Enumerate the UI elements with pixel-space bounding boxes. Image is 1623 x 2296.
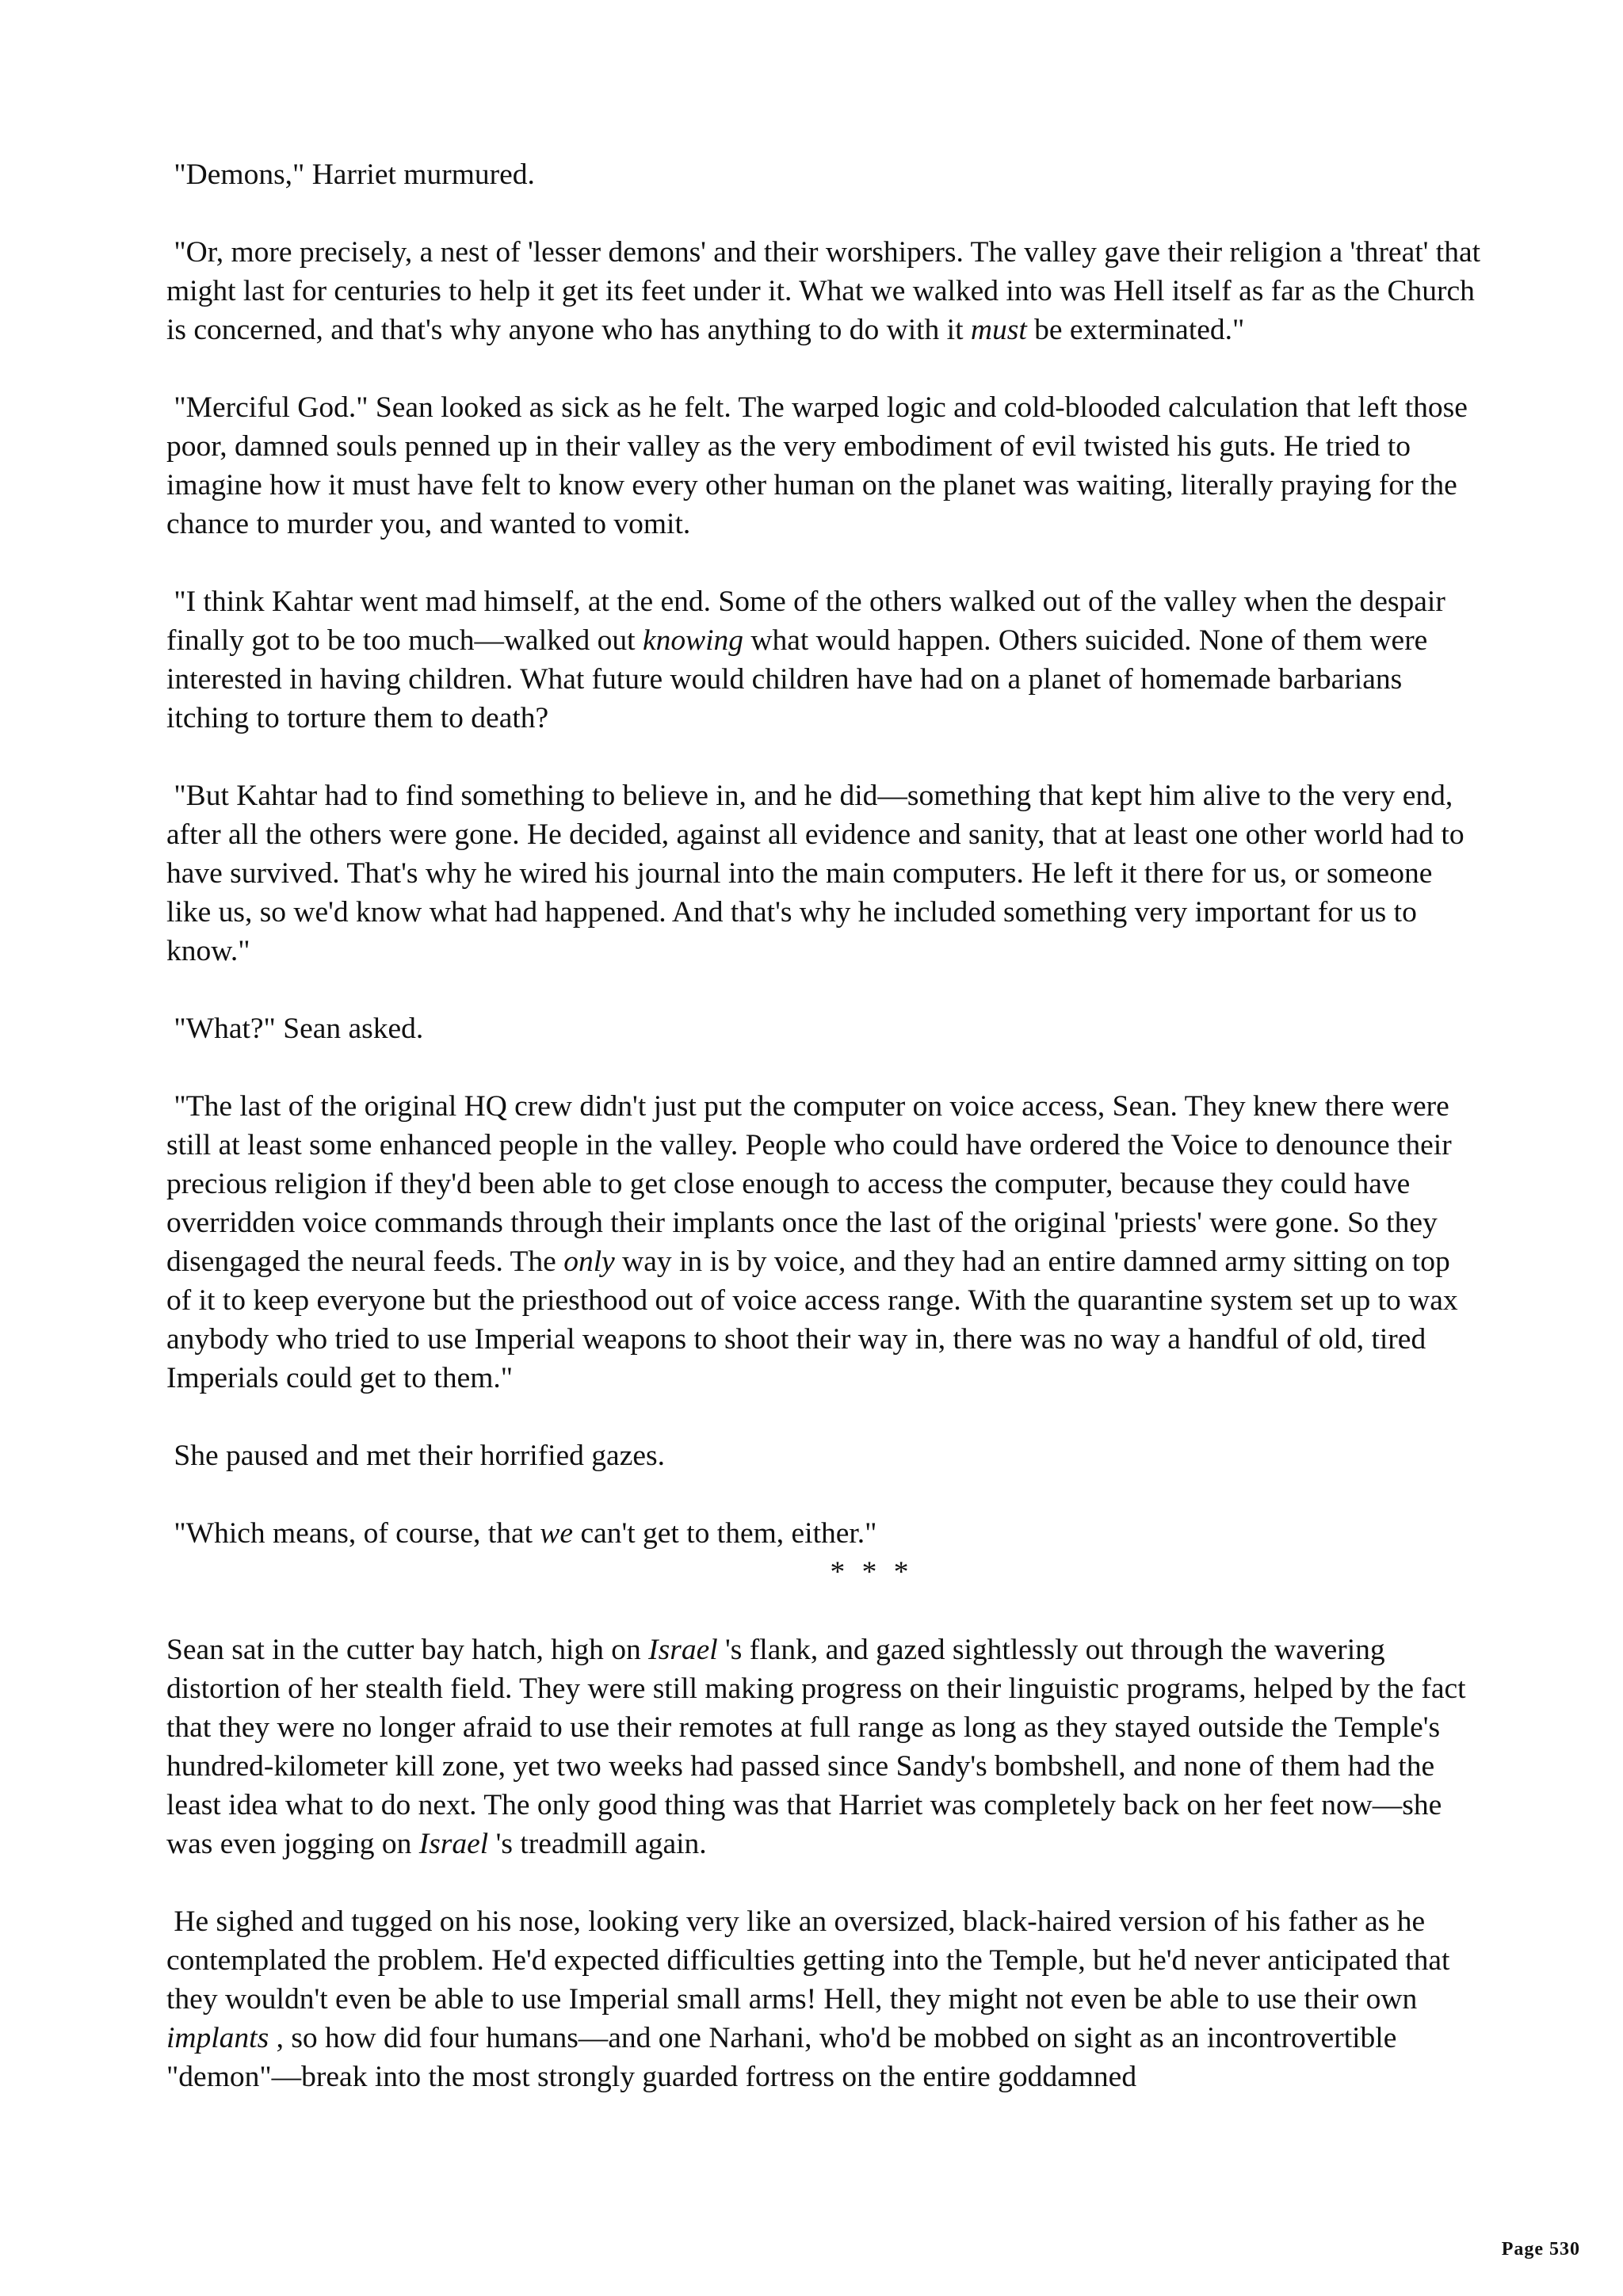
text-run: be exterminated." [1026, 314, 1245, 346]
italic-text: we [540, 1517, 574, 1550]
text-run: "Which means, of course, that [174, 1517, 540, 1550]
text-run: can't get to them, either." [573, 1517, 877, 1550]
text-run: , so how did four humans—and one Narhani, who'd be mobbed on sight as an incontrovertible "demon"—break into the most strongly guarded fortress on the entire goddamned [166, 2022, 1397, 2093]
paragraph [166, 776, 1482, 971]
text-run: "Demons," Harriet murmured. [174, 158, 535, 191]
paragraph [166, 388, 1482, 543]
text-run: "But Kahtar had to find something to believe in, and he did—something that kept him alive to the very end, after all the others were gone. He decided, against all evidence and sanity, that at least one other world had to have survived. That's why he wired his journal into the main computers. He left it there for us, or someone like us, so we'd know what had happened. And that's why he included something very important for us to know." [166, 780, 1465, 967]
text-run: way in is by voice, and they had an entire damned army sitting on top of it to keep everyone but the priesthood out of voice access range. With the quarantine system set up to wax anybody who tried to use Imperial weapons to shoot their way in, there was no way a handful of old, tired Imperials could get to them." [166, 1245, 1458, 1394]
paragraph [166, 582, 1482, 738]
paragraph [166, 155, 1482, 194]
paragraph [166, 1902, 1482, 2096]
text-run: 's treadmill again. [488, 1828, 707, 1860]
text-run: He sighed and tugged on his nose, looking very like an oversized, black-haired version of his father as he contemplated the problem. He'd expected difficulties getting into the Temple, but he'd never anticipated that they wouldn't even be able to use Imperial small arms! Hell, they might not even be able to use their own [166, 1905, 1450, 2016]
book-page-text [166, 155, 1482, 2135]
text-run: what would happen. Others suicided. None of them were interested in having children. What future would children have had on a planet of homemade barbarians itching to torture them to death? [166, 624, 1428, 734]
italic-text: Israel [648, 1634, 718, 1666]
paragraph [166, 1436, 1482, 1475]
text-run: 's flank, and gazed sightlessly out through the wavering distortion of her stealth field. They were still making progress on their linguistic programs, helped by the fact that they were no longer afraid to use their remotes at full range as long as they stayed outside the Temple's hundred-kilometer kill zone, yet two weeks had passed since Sandy's bombshell, and none of them had the least idea what to do next. The only good thing was that Harriet was completely back on her feet now—she was even jogging on [166, 1634, 1466, 1860]
italic-text: must [970, 314, 1027, 346]
text-run: "The last of the original HQ crew didn't just put the computer on voice access, Sean. They knew there were still at least some enhanced people in the valley. People who could have ordered the Voice to denounce their precious religion if they'd been able to get close enough to access the computer, because they could have overridden voice commands through their implants once the last of the original 'priests' were gone. So they disengaged the neural feeds. The [166, 1090, 1452, 1278]
scene-break: * * * [830, 1556, 914, 1589]
italic-text: only [563, 1245, 615, 1278]
text-run: "Or, more precisely, a nest of 'lesser demons' and their worshipers. The valley gave their religion a 'threat' that might last for centuries to help it get its feet under it. What we walked into was Hell itself as far as the Church is concerned, and that's why anyone who has anything to do with it [166, 236, 1481, 346]
italic-text: knowing [642, 624, 744, 657]
text-run: "I think Kahtar went mad himself, at the end. Some of the others walked out of the valley when the despair finally got to be too much—walked out [166, 585, 1445, 657]
paragraph [166, 1630, 1482, 1863]
text-run: "Merciful God." Sean looked as sick as he felt. The warped logic and cold-blooded calculation that left those poor, damned souls penned up in their valley as the very embodiment of evil twisted his guts. He tried to imagine how it must have felt to know every other human on the planet was waiting, literally praying for the chance to murder you, and wanted to vomit. [166, 391, 1468, 540]
paragraph [166, 233, 1482, 349]
text-block-after-break [166, 1630, 1482, 2096]
page-number: Page 530 [1501, 2239, 1580, 2260]
text-run: Sean sat in the cutter bay hatch, high on [166, 1634, 649, 1666]
paragraph [166, 1087, 1482, 1398]
paragraph [166, 1514, 1482, 1553]
text-block-before-break [166, 155, 1482, 1553]
text-run: She paused and met their horrified gazes. [174, 1440, 665, 1472]
italic-text: Israel [418, 1828, 489, 1860]
text-run: "What?" Sean asked. [174, 1013, 424, 1045]
paragraph [166, 1009, 1482, 1048]
italic-text: implants [166, 2022, 269, 2054]
